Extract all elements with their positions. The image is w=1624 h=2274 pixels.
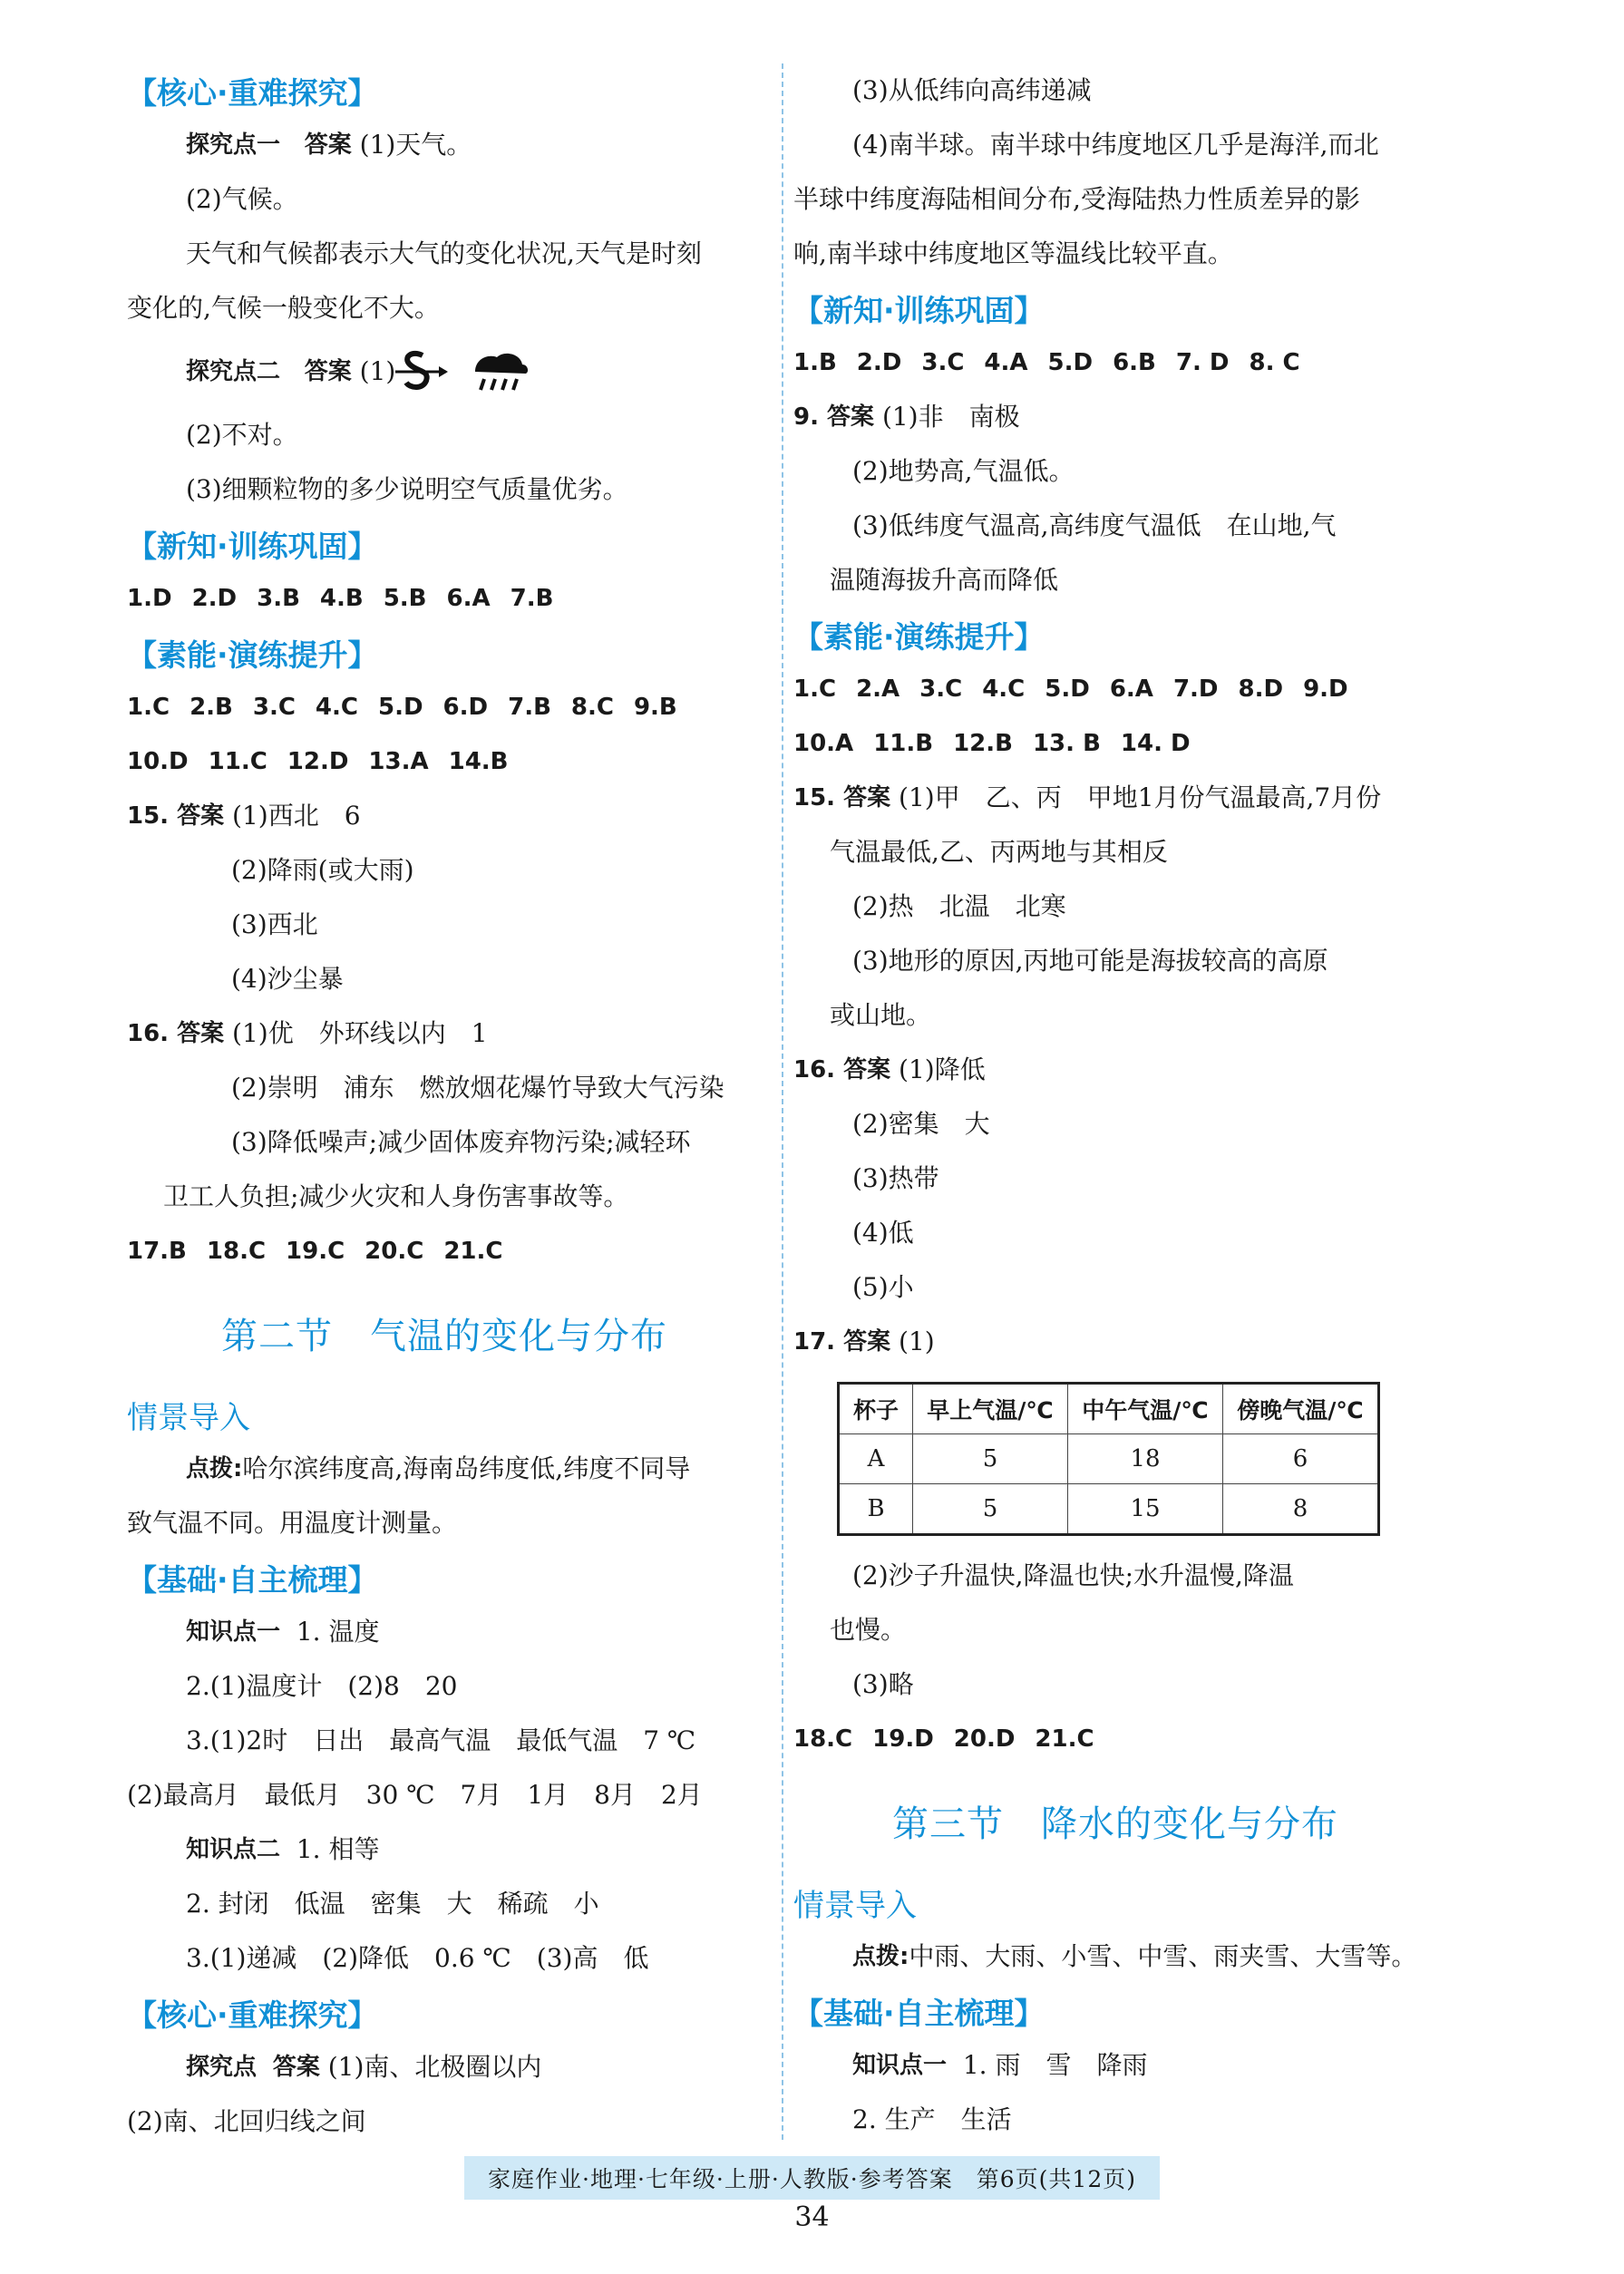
answer-text: (1)甲 乙、丙 甲地1月份气温最高,7月份	[899, 782, 1382, 812]
choice-answer: 4.A	[984, 349, 1028, 376]
choice-answers-row	[127, 734, 762, 789]
explore-point-2	[127, 335, 762, 408]
answer-line: 2. 生产 生活	[852, 2104, 1012, 2134]
knowledge-point-2	[127, 1822, 762, 1877]
explore-point-label: 探究点一	[186, 131, 281, 159]
answer-text: (1)	[359, 356, 396, 386]
table-cell: B	[839, 1484, 913, 1535]
footer	[0, 2156, 1624, 2200]
question-17	[793, 1315, 1437, 1369]
choice-answer: 18.C	[793, 1725, 853, 1753]
choice-answer: 10.D	[127, 748, 189, 775]
question-16	[127, 1006, 762, 1061]
choice-answer: 1.C	[793, 675, 837, 703]
table-cell: 18	[1068, 1434, 1223, 1484]
choice-answers-row	[793, 662, 1437, 716]
question-15	[793, 771, 1437, 825]
sandstorm-symbol-icon	[395, 346, 450, 397]
choice-answer: 6.A	[446, 585, 491, 612]
chapter-title: 第三节 降水的变化与分布	[892, 1803, 1338, 1845]
choice-answer: 13. B	[1032, 730, 1101, 757]
answer-line: (2)降雨(或大雨)	[231, 855, 414, 885]
answer-line: 温随海拔升高而降低	[830, 565, 1059, 595]
hint-text: 哈尔滨纬度高,海南岛纬度低,纬度不同导	[242, 1453, 691, 1483]
choice-answer: 8.C	[570, 694, 614, 721]
explore-point-label: 探究点	[186, 2054, 258, 2081]
answer-label: 15. 答案	[127, 802, 225, 830]
knowledge-point-label: 知识点二	[186, 1836, 281, 1863]
table-row	[839, 1484, 1379, 1535]
choice-answers-row	[127, 571, 762, 626]
answer-line: 或山地。	[830, 1000, 932, 1030]
knowledge-point-1	[793, 2038, 1437, 2093]
paragraph-line: 天气和气候都表示大气的变化状况,天气是时刻	[186, 238, 702, 268]
section-heading-scenario: 情景导入	[793, 1887, 917, 1924]
answer-line: 3.(1)递减 (2)降低 0.6 ℃ (3)高 低	[186, 1943, 649, 1973]
choice-answer: 3.C	[921, 349, 965, 376]
choice-answer: 17.B	[127, 1238, 187, 1265]
knowledge-point-label: 知识点一	[186, 1618, 281, 1646]
choice-answer: 14. D	[1120, 730, 1191, 757]
answer-line: (2)南、北回归线之间	[127, 2106, 366, 2136]
answer-text: 1. 雨 雪 降雨	[962, 2050, 1148, 2080]
hint-text: 中雨、大雨、小雪、中雪、雨夹雪、大雪等。	[909, 1941, 1417, 1971]
choice-answer: 14.B	[448, 748, 509, 775]
right-column	[793, 63, 1437, 2147]
answer-line: (4)南半球。南半球中纬度地区几乎是海洋,而北	[852, 130, 1379, 160]
answer-text: 1. 相等	[296, 1834, 380, 1864]
choice-answer: 20.D	[953, 1725, 1016, 1753]
choice-answer: 3.B	[257, 585, 300, 612]
explore-point-label: 探究点二	[186, 358, 281, 385]
answer-line: (3)从低纬向高纬递减	[852, 75, 1092, 105]
section-heading-core: 【核心·重难探究】	[127, 74, 378, 111]
answer-label: 17. 答案	[793, 1328, 891, 1356]
answer-line: (3)地形的原因,丙地可能是海拔较高的高原	[852, 946, 1328, 976]
answer-line: (2)地势高,气温低。	[852, 456, 1075, 486]
table-cell: 15	[1068, 1484, 1223, 1535]
hint-line: 致气温不同。用温度计测量。	[127, 1508, 458, 1538]
answer-label: 15. 答案	[793, 784, 891, 811]
section-heading-ability: 【素能·演练提升】	[793, 618, 1045, 655]
choice-answers-row	[793, 335, 1437, 390]
table-cell: A	[839, 1434, 913, 1484]
answer-line: 2. 封闭 低温 密集 大 稀疏 小	[186, 1889, 599, 1919]
section-heading-core: 【核心·重难探究】	[127, 1997, 378, 2033]
choice-answer: 12.B	[953, 730, 1013, 757]
answer-text: 1. 温度	[296, 1617, 380, 1647]
choice-answer: 5.B	[383, 585, 427, 612]
hint-line	[127, 1442, 762, 1496]
question-15	[127, 789, 762, 843]
answer-text: (1)南、北极圈以内	[327, 2052, 542, 2082]
answer-line: 也慢。	[830, 1615, 907, 1645]
choice-answer: 7. D	[1175, 349, 1230, 376]
hint-label: 点拨:	[186, 1455, 243, 1482]
answer-line: (3)低纬度气温高,高纬度气温低 在山地,气	[852, 510, 1337, 540]
answer-line: (4)沙尘暴	[231, 964, 344, 994]
choice-answer: 5.D	[1045, 675, 1090, 703]
answer-line: (3)降低噪声;减少固体废弃物污染;减轻环	[231, 1127, 691, 1157]
answer-text: (1)西北 6	[232, 801, 361, 831]
explore-point	[127, 2040, 762, 2094]
choice-answer: 1.D	[127, 585, 172, 612]
choice-answer: 8. C	[1249, 349, 1300, 376]
paragraph-line: 变化的,气候一般变化不大。	[127, 293, 440, 323]
choice-answer: 11.C	[208, 748, 267, 775]
section-heading-new-knowledge: 【新知·训练巩固】	[127, 528, 378, 564]
choice-answer: 9.D	[1303, 675, 1348, 703]
answer-line: (2)最高月 最低月 30 ℃ 7月 1月 8月 2月	[127, 1780, 703, 1810]
section-heading-basics: 【基础·自主梳理】	[793, 1995, 1045, 2031]
choice-answer: 4.B	[319, 585, 364, 612]
choice-answer: 5.D	[377, 694, 423, 721]
choice-answer: 12.D	[287, 748, 349, 775]
section-heading-basics: 【基础·自主梳理】	[127, 1561, 378, 1598]
answer-text: (1)降低	[899, 1054, 986, 1084]
knowledge-point-1	[127, 1605, 762, 1659]
answer-label: 答案	[304, 358, 352, 385]
answer-line: 2.(1)温度计 (2)8 20	[186, 1671, 458, 1701]
table-header-cell: 杯子	[839, 1384, 913, 1434]
answer-line: (2)密集 大	[852, 1109, 990, 1139]
heavy-rain-cloud-icon	[468, 346, 531, 397]
choice-answer: 19.D	[872, 1725, 934, 1753]
table-cell: 5	[913, 1484, 1068, 1535]
table-row	[839, 1434, 1379, 1484]
answer-label: 16. 答案	[793, 1056, 891, 1084]
choice-answer: 20.C	[365, 1238, 424, 1265]
table-header-cell: 早上气温/℃	[913, 1384, 1068, 1434]
choice-answer: 2.A	[856, 675, 900, 703]
table-header-row	[839, 1384, 1379, 1434]
choice-answer: 21.C	[443, 1238, 503, 1265]
answer-line: 卫工人负担;减少火灾和人身伤害事故等。	[163, 1181, 629, 1211]
choice-answer: 2.D	[856, 349, 902, 376]
section-heading-ability: 【素能·演练提升】	[127, 637, 378, 673]
answer-line: (2)不对。	[186, 420, 298, 450]
table-cell: 8	[1223, 1484, 1379, 1535]
choice-answer: 8.D	[1238, 675, 1284, 703]
answer-line: (4)低	[852, 1218, 914, 1248]
answer-label: 9. 答案	[793, 403, 875, 431]
choice-answer: 7.B	[510, 585, 554, 612]
answer-line: (2)崇明 浦东 燃放烟花爆竹导致大气污染	[231, 1073, 724, 1103]
hint-label: 点拨:	[852, 1943, 909, 1970]
knowledge-point-label: 知识点一	[852, 2052, 948, 2079]
question-16	[793, 1043, 1437, 1097]
explore-point-1	[127, 118, 762, 172]
choice-answers-row	[793, 1712, 1437, 1766]
answer-line: (3)西北	[231, 909, 318, 939]
table-cell: 6	[1223, 1434, 1379, 1484]
choice-answer: 10.A	[793, 730, 854, 757]
choice-answer: 7.D	[1172, 675, 1219, 703]
page-number: 34	[794, 2201, 830, 2233]
choice-answer: 3.C	[919, 675, 963, 703]
answer-line: (5)小	[852, 1272, 914, 1302]
hint-line	[793, 1929, 1437, 1984]
choice-answer: 7.B	[508, 694, 551, 721]
answer-line: 半球中纬度海陆相间分布,受海陆热力性质差异的影	[793, 184, 1360, 214]
answer-line: (3)略	[852, 1669, 914, 1699]
choice-answer: 4.C	[982, 675, 1026, 703]
choice-answer: 4.C	[315, 694, 358, 721]
choice-answer: 13.A	[368, 748, 429, 775]
table-cell: 5	[913, 1434, 1068, 1484]
answer-line: (3)热带	[852, 1163, 939, 1193]
choice-answer: 1.C	[127, 694, 170, 721]
answer-line: 响,南半球中纬度地区等温线比较平直。	[793, 238, 1233, 268]
temperature-table	[837, 1382, 1380, 1536]
left-column	[127, 63, 762, 2149]
answer-text: (1)	[899, 1326, 935, 1356]
answer-text: (1)非 南极	[881, 402, 1020, 432]
choice-answer: 3.C	[252, 694, 296, 721]
choice-answers-row	[793, 716, 1437, 771]
choice-answer: 6.A	[1109, 675, 1153, 703]
footer-bar: 家庭作业·地理·七年级·上册·人教版·参考答案 第6页(共12页)	[464, 2156, 1160, 2200]
answer-text: (1)天气。	[359, 130, 472, 160]
chapter-title: 第二节 气温的变化与分布	[221, 1315, 667, 1357]
choice-answer: 2.B	[190, 694, 233, 721]
table-header-cell: 傍晚气温/℃	[1223, 1384, 1379, 1434]
answer-line: 3.(1)2时 日出 最高气温 最低气温 7 ℃	[186, 1725, 696, 1755]
answer-text: (1)优 外环线以内 1	[232, 1018, 488, 1048]
section-heading-new-knowledge: 【新知·训练巩固】	[793, 292, 1045, 328]
answer-line: (2)气候。	[186, 184, 298, 214]
answer-label: 答案	[272, 2054, 320, 2081]
choice-answer: 21.C	[1035, 1725, 1094, 1753]
choice-answer: 6.B	[1113, 349, 1156, 376]
answer-line: (3)细颗粒物的多少说明空气质量优劣。	[186, 474, 628, 504]
column-divider	[782, 63, 783, 2140]
question-9	[793, 390, 1437, 444]
choice-answer: 6.D	[442, 694, 489, 721]
answer-line: (2)热 北温 北寒	[852, 891, 1066, 921]
answer-label: 16. 答案	[127, 1020, 225, 1047]
answer-label: 答案	[304, 131, 352, 159]
choice-answers-row	[127, 1224, 762, 1278]
choice-answer: 1.B	[793, 349, 837, 376]
table-header-cell: 中午气温/℃	[1068, 1384, 1223, 1434]
choice-answer: 9.B	[633, 694, 677, 721]
choice-answer: 19.C	[286, 1238, 345, 1265]
choice-answer: 5.D	[1047, 349, 1094, 376]
choice-answers-row	[127, 680, 762, 734]
choice-answer: 18.C	[206, 1238, 267, 1265]
choice-answer: 11.B	[873, 730, 934, 757]
answer-line: 气温最低,乙、丙两地与其相反	[830, 837, 1168, 867]
section-heading-scenario: 情景导入	[127, 1399, 250, 1436]
choice-answer: 2.D	[191, 585, 238, 612]
answer-line: (2)沙子升温快,降温也快;水升温慢,降温	[852, 1560, 1294, 1590]
